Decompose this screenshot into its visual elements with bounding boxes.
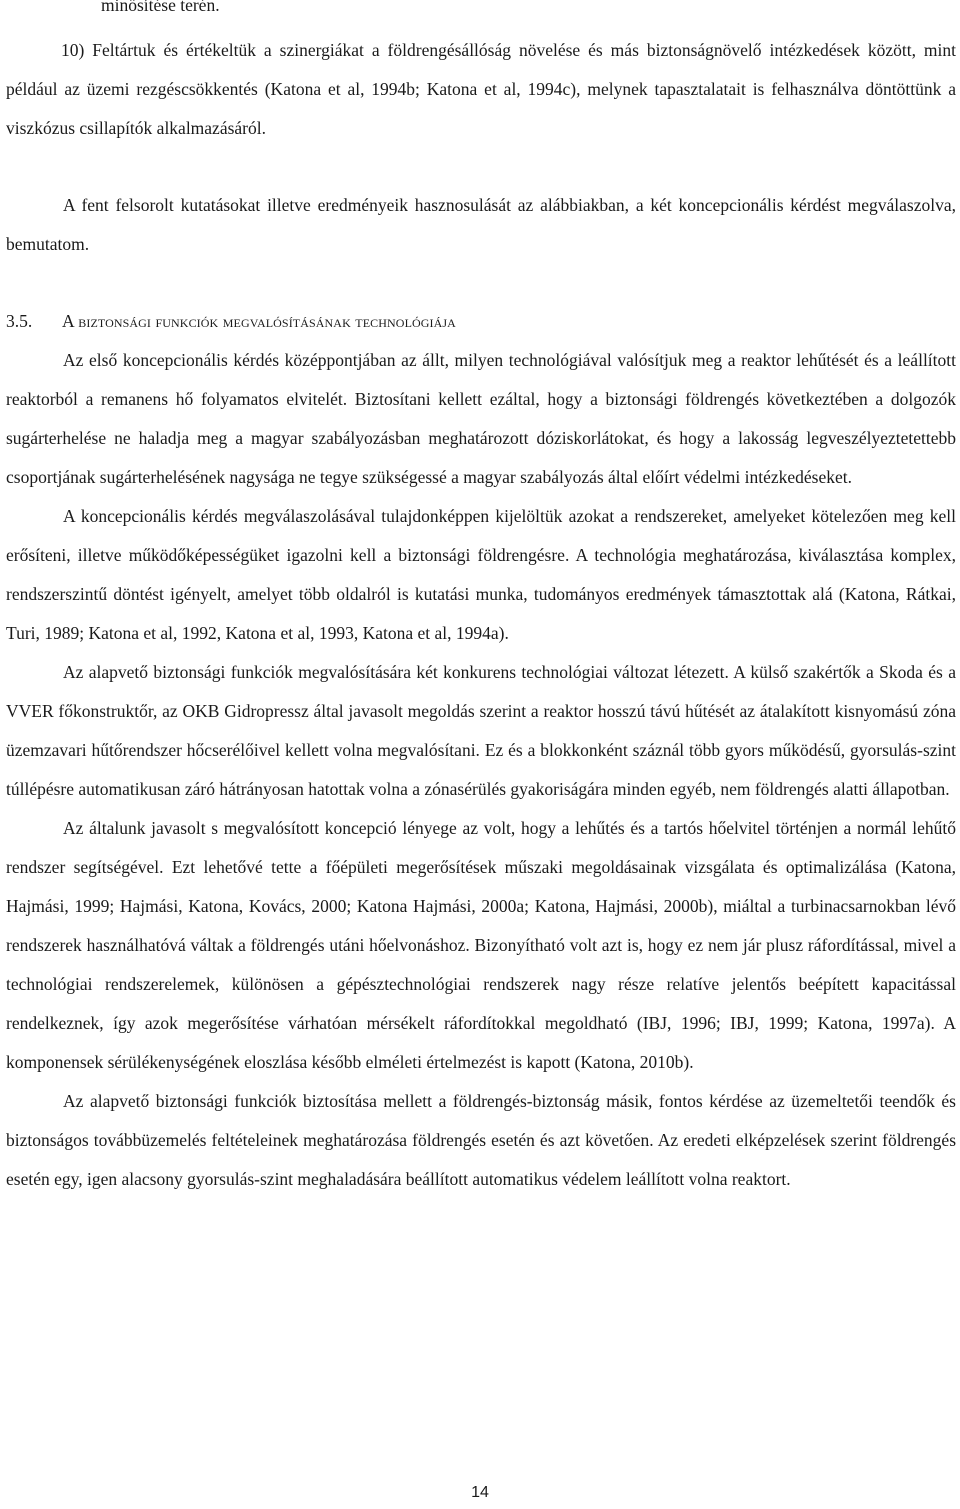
- list-item-text: [6, 31, 956, 148]
- section-heading: [6, 302, 956, 341]
- intro-block: [6, 186, 956, 264]
- paragraph: A koncepcionális kérdés megválaszolásával tulajdonképpen kijelöltük azokat a rendszereket, amelyeket kötelezően meg kell erősíteni, illetve működőképességüket igazolni kell a biztonsági földrengésre. A technológia meghatározása, kiválasztása komplex, rendszerszintű döntést igényelt, amelyet több oldalról is kutatási munka, tudományos eredmények támasztottak alá (Katona, Rátkai, Turi, 1989; Katona et al, 1992, Katona et al, 1993, Katona et al, 1994a).: [6, 506, 956, 643]
- paragraph: Az általunk javasolt s megvalósított koncepció lényege az volt, hogy a lehűtés és a tartós hőelvitel történjen a normál lehűtő rendszer segítségével. Ezt lehetővé tette a főépületi megerősítések műszaki megoldásainak vizsgálata és optimalizálása (Katona, Hajmási, 1999; Hajmási, Katona, Kovács, 2000; Katona Hajmási, 2000a; Katona, Hajmási, 2000b), miáltal a turbinacsarnokban lévő rendszerek használhatóvá váltak a földrengés utáni hőelvonáshoz. Bizonyítható volt azt is, hogy ez nem jár plusz ráfordítással, mivel a technológiai rendszerelemek, különösen a gépésztechnológiai rendszerek nagy része relatíve jelentős beépített kapacitással rendelkeznek, így azok megerősítése várhatóan mérsékelt ráfordítokkal megoldható (IBJ, 1996; IBJ, 1999; Katona, 1997a). A komponensek sérülékenységének eloszlása később elméleti értelmezést is kapott (Katona, 2010b).: [6, 818, 956, 1072]
- list-item-body: Feltártuk és értékeltük a szinergiákat a földrengésállóság növelése és más biztonságnövelő intézkedések között, mint például az üzemi rezgéscsökkentés (Katona et al, 1994b; Katona et al, 1994c), melynek tapasztalatait is felhasználva döntöttünk a viszkózus csillapítók alkalmazásáról.: [6, 40, 956, 138]
- list-item-marker: 10): [61, 40, 85, 60]
- paragraph: Az alapvető biztonsági funkciók megvalósítására két konkurens technológiai változat létezett. A külső szakértők a Skoda és a VVER főkonstruktőr, az OKB Gidropressz által javasolt megoldás szerint a reaktor hosszú távú hűtését az átalakított kisnyomású zóna üzemzavari hűtőrendszer hőcserélőivel kellett volna megvalósítani. Ez és a blokkonként száznál több gyors működésű, gyorsulás-szint túllépésre automatikusan záró hátrányosan hatottak volna a zónasérülés gyakoriságára minden egyéb, nem földrengés alatti állapotban.: [6, 662, 956, 799]
- paragraph: Az alapvető biztonsági funkciók biztosítása mellett a földrengés-biztonság másik, fontos kérdése az üzemeltetői teendők és biztonságos továbbüzemelés feltételeinek meghatározása földrengés esetén és azt követően. Az eredeti elképzelések szerint földrengés esetén egy, igen alacsony gyorsulás-szint meghaladására beállított automatikus védelem leállított volna reaktort.: [6, 1091, 956, 1189]
- section-title: A biztonsági funkciók megvalósításának technológiája: [62, 311, 456, 331]
- intro-paragraph: A fent felsorolt kutatásokat illetve eredményeik hasznosulását az alábbiakban, a két koncepcionális kérdést megválaszolva, bemutatom.: [6, 195, 956, 254]
- page-number: 14: [471, 1484, 489, 1501]
- section-number: 3.5.: [6, 311, 33, 331]
- paragraph: Az első koncepcionális kérdés középpontjában az állt, milyen technológiával valósítjuk meg a reaktor lehűtését és a leállított reaktorból a remanens hő folyamatos elvitelét. Biztosítani kellett ezáltal, hogy a biztonsági földrengés következtében a dolgozók sugárterhelése ne haladja meg a magyar szabályozásban meghatározott dóziskorlátokat, és hogy a lakosság legveszélyeztetettebb csoportjának sugárterhelésének nagysága ne tegye szükségessé a magyar szabályozás által előírt védelmi intézkedéseket.: [6, 350, 956, 487]
- list-item-10: [6, 31, 956, 148]
- top-fragment-text: minősítése terén.: [101, 0, 220, 15]
- section-body: [6, 341, 956, 1199]
